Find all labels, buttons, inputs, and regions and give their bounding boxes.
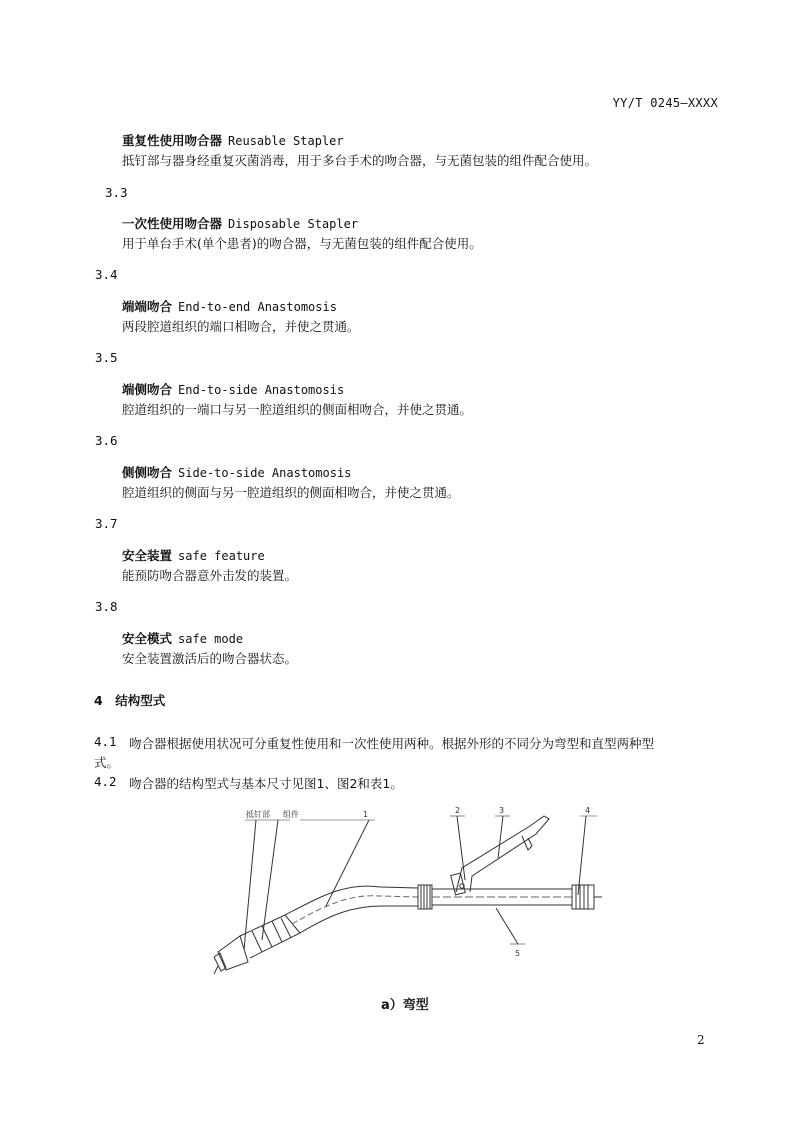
- term-side-to-side: [122, 463, 351, 481]
- term-cn: 重复性使用吻合器: [122, 133, 223, 148]
- definition: 腔道组织的一端口与另一腔道组织的侧面相吻合，并使之贯通。: [122, 402, 473, 417]
- paragraph-line: 式。: [94, 755, 120, 770]
- label-anvil: 抵钉部: [246, 810, 270, 819]
- definition: 腔道组织的侧面与另一腔道组织的侧面相吻合，并使之贯通。: [122, 485, 460, 500]
- callout-5: 5: [515, 949, 521, 958]
- term-en: safe mode: [178, 632, 244, 646]
- callout-1: 1: [363, 810, 369, 819]
- term-safe-feature: [122, 546, 265, 564]
- standard-number: YY/T 0245—XXXX: [612, 96, 718, 110]
- callout-3: 3: [499, 806, 505, 815]
- term-cn: 安全装置: [122, 548, 173, 563]
- term-safe-mode: [122, 629, 243, 647]
- term-cn: 端端吻合: [122, 299, 173, 314]
- term-end-to-end: [122, 297, 337, 315]
- clause-number: 3.4: [95, 267, 118, 282]
- definition: 能预防吻合器意外击发的装置。: [122, 568, 298, 583]
- callout-2: 2: [455, 806, 461, 815]
- term-reusable-stapler: [122, 131, 344, 149]
- term-en: End-to-side Anastomosis: [178, 383, 345, 397]
- clause-number: 3.8: [95, 599, 118, 614]
- definition: 抵钉部与器身经重复灭菌消毒，用于多台手术的吻合器，与无菌包装的组件配合使用。: [122, 153, 598, 168]
- paragraph-line: 吻合器根据使用状况可分重复性使用和一次性使用两种。根据外形的不同分为弯型和直型两种型: [129, 736, 655, 751]
- figure-caption: a）弯型: [381, 998, 429, 1013]
- page-number: 2: [697, 1033, 705, 1047]
- term-cn: 侧侧吻合: [122, 465, 173, 480]
- stapler-drawing: [205, 797, 615, 982]
- anvil-head: [218, 936, 248, 970]
- clause-number: 3.7: [95, 516, 118, 531]
- term-cn: 安全模式: [122, 631, 173, 646]
- definition: 两段腔道组织的端口相吻合，并使之贯通。: [122, 319, 360, 334]
- term-disposable-stapler: [122, 214, 358, 232]
- paragraph-line: 吻合器的结构型式与基本尺寸见图1、图2和表1。: [129, 776, 403, 791]
- term-cn: 一次性使用吻合器: [122, 216, 223, 231]
- term-en: Side-to-side Anastomosis: [178, 466, 352, 480]
- term-en: Reusable Stapler: [228, 134, 344, 148]
- section-heading: 4 结构型式: [94, 693, 166, 708]
- term-en: Disposable Stapler: [228, 217, 359, 231]
- label-assembly: 组件: [283, 810, 299, 819]
- clause-number: 3.5: [95, 350, 118, 365]
- term-end-to-side: [122, 380, 344, 398]
- term-cn: 端侧吻合: [122, 382, 173, 397]
- clause-number: 3.6: [95, 433, 118, 448]
- clause-number: 3.3: [105, 185, 128, 200]
- callout-4: 4: [585, 806, 591, 815]
- term-en: End-to-end Anastomosis: [178, 300, 337, 314]
- clause-number: 4.2: [94, 774, 117, 789]
- term-en: safe feature: [178, 549, 265, 563]
- clause-number: 4.1: [94, 734, 117, 749]
- definition: 安全装置激活后的吻合器状态。: [122, 651, 298, 666]
- definition: 用于单台手术(单个患者)的吻合器，与无菌包装的组件配合使用。: [122, 236, 482, 251]
